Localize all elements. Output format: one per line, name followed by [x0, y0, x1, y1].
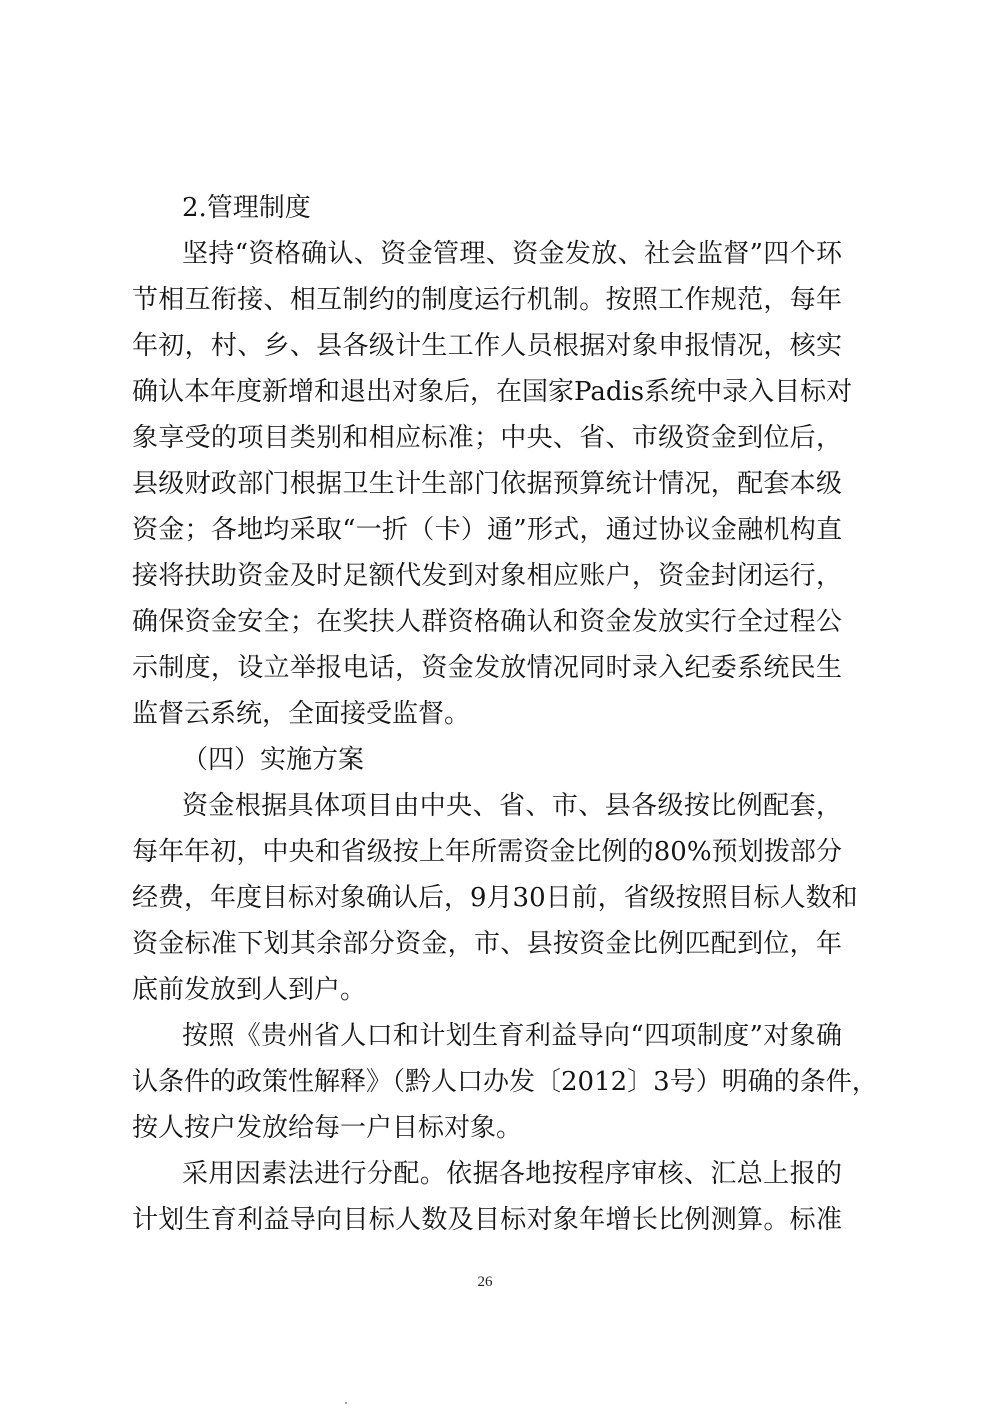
paragraph-line: 确认本年度新增和退出对象后，在国家Padis系统中录入目标对	[132, 377, 853, 407]
paragraph-line: 底前发放到人到户。	[132, 975, 367, 1005]
paragraph-line: 坚持“资格确认、资金管理、资金发放、社会监督”四个环	[182, 239, 842, 269]
paragraph-line: 经费，年度目标对象确认后，9月30日前，省级按照目标人数和	[132, 883, 858, 913]
paragraph-line: 每年年初，中央和省级按上年所需资金比例的80%预划拨部分	[132, 837, 842, 867]
paragraph-line: 计划生育利益导向目标人数及目标对象年增长比例测算。标准	[132, 1205, 842, 1235]
paragraph-line: 监督云系统，全面接受监督。	[132, 699, 471, 729]
paragraph-line: 按人按户发放给每一户目标对象。	[132, 1113, 523, 1143]
paragraph-line: 采用因素法进行分配。依据各地按程序审核、汇总上报的	[182, 1159, 842, 1189]
paragraph-line: 资金根据具体项目由中央、省、市、县各级按比例配套，	[182, 791, 842, 821]
section-heading-management-system: 2.管理制度	[182, 193, 311, 223]
page-number: 26	[477, 1274, 493, 1290]
paragraph-line: 象享受的项目类别和相应标准；中央、省、市级资金到位后，	[132, 423, 842, 453]
paragraph-line: 资金；各地均采取“一折（卡）通”形式，通过协议金融机构直	[132, 515, 842, 545]
paragraph-line: 年初，村、乡、县各级计生工作人员根据对象申报情况，核实	[132, 331, 842, 361]
paragraph-line: 确保资金安全；在奖扶人群资格确认和资金发放实行全过程公	[132, 607, 842, 637]
paragraph-line: 示制度，设立举报电话，资金发放情况同时录入纪委系统民生	[132, 653, 842, 683]
paragraph-line: 节相互衔接、相互制约的制度运行机制。按照工作规范，每年	[132, 285, 842, 315]
section-heading-implementation-plan: （四）实施方案	[182, 745, 365, 775]
paragraph-line: 资金标准下划其余部分资金，市、县按资金比例匹配到位，年	[132, 929, 842, 959]
paragraph-line: 县级财政部门根据卫生计生部门依据预算统计情况，配套本级	[132, 469, 842, 499]
paragraph-line: 认条件的政策性解释》（黔人口办发〔2012〕3号）明确的条件，	[132, 1067, 878, 1097]
scan-artifact-dot	[345, 1402, 347, 1404]
paragraph-line: 按照《贵州省人口和计划生育利益导向“四项制度”对象确	[182, 1021, 842, 1051]
paragraph-line: 接将扶助资金及时足额代发到对象相应账户，资金封闭运行，	[132, 561, 842, 591]
